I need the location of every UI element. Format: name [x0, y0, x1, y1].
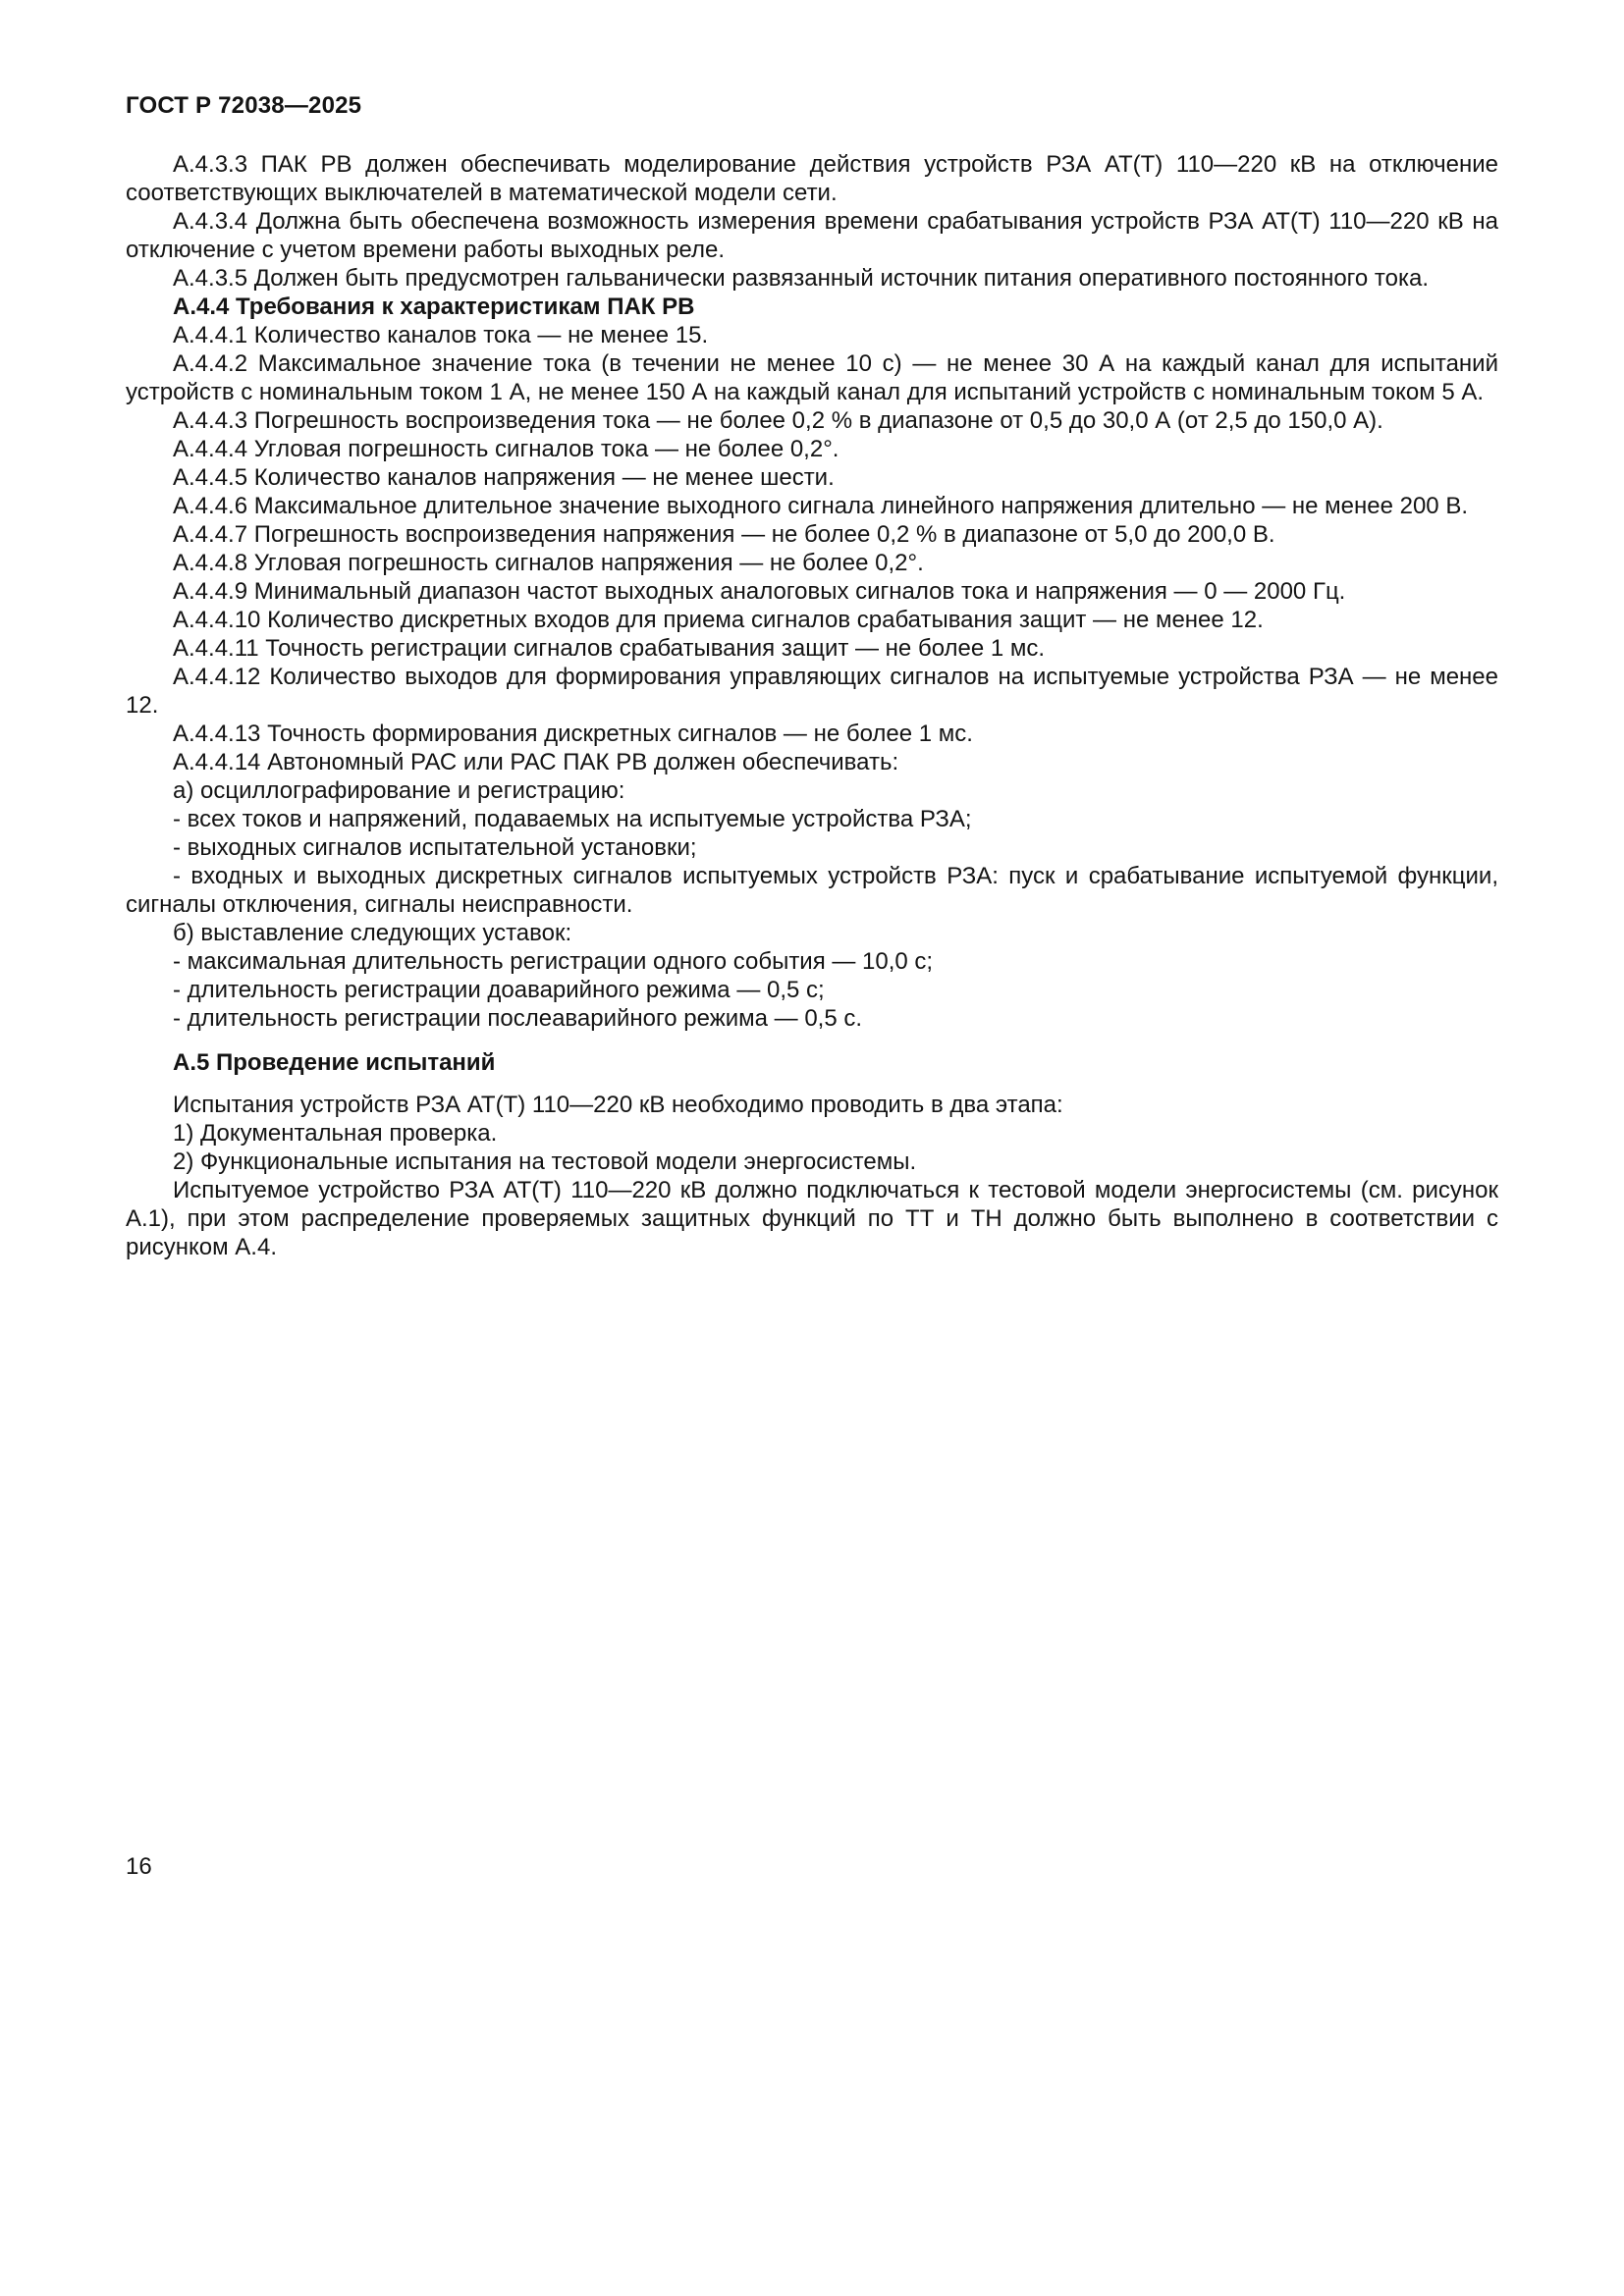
paragraph: А.4.4.5 Количество каналов напряжения — не менее шести.	[173, 464, 835, 491]
paragraph: А.4.4.9 Минимальный диапазон частот выходных аналоговых сигналов тока и напряжения — 0 — 2000 Гц.	[173, 578, 1346, 605]
list-item-dash: - входных и выходных дискретных сигналов испытуемых устройств РЗА: пуск и срабатывание испытуемой функции, сигналы отключения, сигналы неисправности.	[126, 863, 1498, 918]
document-header-title: ГОСТ Р 72038—2025	[126, 92, 362, 119]
paragraph: Испытуемое устройство РЗА АТ(Т) 110—220 кВ должно подключаться к тестовой модели энергосистемы (см. рисунок А.1), при этом распределение проверяемых защитных функций по ТТ и ТН должно быть выполнено в соответствии с рисунком А.4.	[126, 1177, 1498, 1260]
paragraph: А.4.4.4 Угловая погрешность сигналов тока — не более 0,2°.	[173, 436, 839, 462]
paragraph: Испытания устройств РЗА АТ(Т) 110—220 кВ необходимо проводить в два этапа:	[173, 1092, 1063, 1118]
document-body	[126, 150, 1498, 1261]
paragraph: А.4.4.13 Точность формирования дискретных сигналов — не более 1 мс.	[173, 721, 973, 747]
paragraph: А.4.4.14 Автономный РАС или РАС ПАК РВ должен обеспечивать:	[173, 749, 899, 775]
list-item-dash: - длительность регистрации послеаварийного режима — 0,5 с.	[173, 1005, 863, 1032]
paragraph: А.4.4.10 Количество дискретных входов для приема сигналов срабатывания защит — не менее 12.	[173, 607, 1264, 633]
list-item-numbered: 1) Документальная проверка.	[173, 1120, 498, 1147]
paragraph: А.4.4.2 Максимальное значение тока (в течении не менее 10 с) — не менее 30 А на каждый канал для испытаний устройств с номинальным током 1 А, не менее 150 А на каждый канал для испытаний устройств с номинальным током 5 А.	[126, 350, 1498, 405]
paragraph: А.4.3.5 Должен быть предусмотрен гальванически развязанный источник питания оперативного постоянного тока.	[173, 265, 1430, 292]
paragraph: А.4.4.12 Количество выходов для формирования управляющих сигналов на испытуемые устройства РЗА — не менее 12.	[126, 664, 1498, 719]
paragraph: А.4.4.11 Точность регистрации сигналов срабатывания защит — не более 1 мс.	[173, 635, 1046, 662]
list-item-lettered: б) выставление следующих уставок:	[173, 920, 572, 946]
list-item-dash: - всех токов и напряжений, подаваемых на испытуемые устройства РЗА;	[173, 806, 972, 832]
section-heading-a5: А.5 Проведение испытаний	[173, 1049, 496, 1076]
list-item-lettered: а) осциллографирование и регистрацию:	[173, 777, 625, 804]
paragraph: А.4.4.8 Угловая погрешность сигналов напряжения — не более 0,2°.	[173, 550, 924, 576]
page-number: 16	[126, 1853, 152, 1880]
paragraph: А.4.4.7 Погрешность воспроизведения напряжения — не более 0,2 % в диапазоне от 5,0 до 200,0 В.	[173, 521, 1275, 548]
list-item-dash: - выходных сигналов испытательной установки;	[173, 834, 697, 861]
list-item-dash: - максимальная длительность регистрации одного события — 10,0 с;	[173, 948, 934, 975]
paragraph: А.4.4.1 Количество каналов тока — не менее 15.	[173, 322, 709, 348]
paragraph: А.4.4.6 Максимальное длительное значение выходного сигнала линейного напряжения длительно — не менее 200 В.	[173, 493, 1468, 519]
paragraph: А.4.3.4 Должна быть обеспечена возможность измерения времени срабатывания устройств РЗА АТ(Т) 110—220 кВ на отключение с учетом времени работы выходных реле.	[126, 208, 1498, 263]
list-item-numbered: 2) Функциональные испытания на тестовой модели энергосистемы.	[173, 1148, 917, 1175]
paragraph: А.4.4.3 Погрешность воспроизведения тока — не более 0,2 % в диапазоне от 0,5 до 30,0 А (от 2,5 до 150,0 А).	[173, 407, 1383, 434]
list-item-dash: - длительность регистрации доаварийного режима — 0,5 с;	[173, 977, 825, 1003]
section-heading-a4-4: А.4.4 Требования к характеристикам ПАК РВ	[173, 294, 695, 320]
paragraph: А.4.3.3 ПАК РВ должен обеспечивать моделирование действия устройств РЗА АТ(Т) 110—220 кВ на отключение соответствующих выключателей в математической модели сети.	[126, 151, 1498, 206]
